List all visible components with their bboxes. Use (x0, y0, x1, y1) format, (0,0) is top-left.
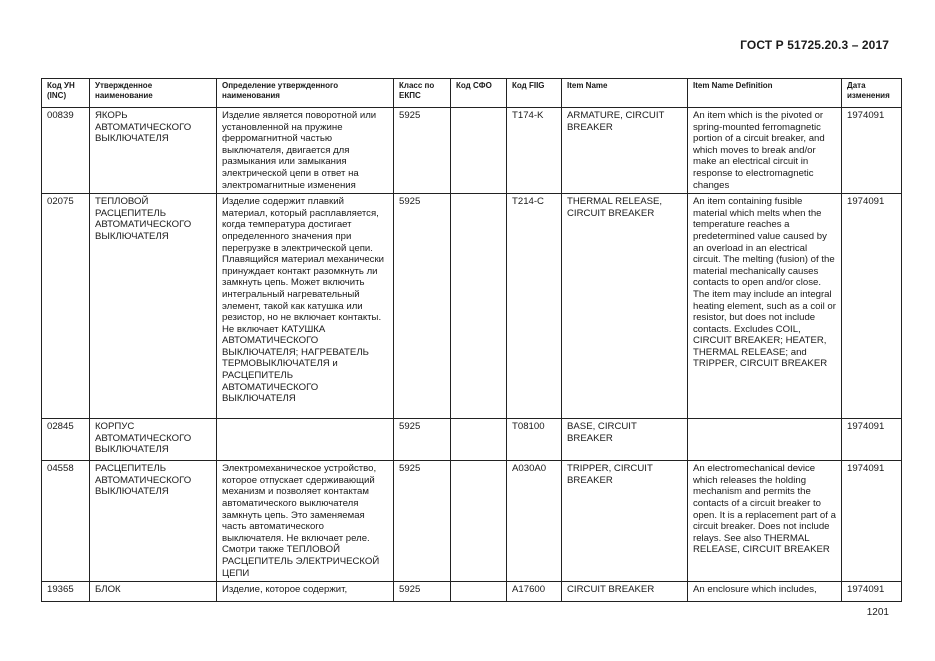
column-header-item-name: Item Name (562, 79, 688, 108)
cell-approved-name: ТЕПЛОВОЙ РАСЦЕПИТЕЛЬ АВТОМАТИЧЕСКОГО ВЫКЛЮЧАТЕЛЯ (90, 194, 217, 419)
cell-change-date: 1974091 (842, 194, 902, 419)
cell-approved-name: КОРПУС АВТОМАТИЧЕСКОГО ВЫКЛЮЧАТЕЛЯ (90, 419, 217, 461)
column-header-definition: Определение утвержденного наименования (217, 79, 394, 108)
cell-item-name: CIRCUIT BREAKER (562, 582, 688, 602)
cell-item-name: TRIPPER, CIRCUIT BREAKER (562, 461, 688, 582)
cell-change-date: 1974091 (842, 108, 902, 194)
cell-sfo-code (451, 419, 507, 461)
table-row (42, 108, 902, 194)
cell-fiig-code: A030A0 (507, 461, 562, 582)
cell-inc: 04558 (42, 461, 90, 582)
cell-ekps-class: 5925 (394, 461, 451, 582)
cell-ekps-class: 5925 (394, 582, 451, 602)
cell-definition: Электромеханическое устройство, которое отпускает сдерживающий механизм и позволяет контактам автоматического выключателя замкнуть цепь. Это заменяемая часть автоматического выключателя. Не включает реле. Смотри также ТЕПЛОВОЙ РАСЦЕПИТЕЛЬ ЭЛЕКТРИЧЕСКОЙ ЦЕПИ (217, 461, 394, 582)
cell-change-date: 1974091 (842, 582, 902, 602)
catalog-table (41, 78, 902, 602)
cell-item-name-definition (688, 419, 842, 461)
cell-inc: 02845 (42, 419, 90, 461)
cell-item-name-definition: An item which is the pivoted or spring-mounted ferromagnetic portion of a circuit breaker, and which moves to break and/or make an electrical circuit in response to electromagnetic changes (688, 108, 842, 194)
cell-inc: 19365 (42, 582, 90, 602)
cell-item-name-definition: An enclosure which includes, (688, 582, 842, 602)
cell-item-name-definition: An electromechanical device which releases the holding mechanism and permits the contacts of a circuit breaker to open. It is a replacement part of a circuit breaker. Does not include relays. See also THERMAL RELEASE, CIRCUIT BREAKER (688, 461, 842, 582)
cell-definition: Изделие содержит плавкий материал, который расплавляется, когда температура достигает определенного значения при перегрузке в электрической цепи. Плавящийся материал механически принуждает контакт разомкнуть ли замкнуть цепь. Может включить интегральный нагревательный элемент, такой как катушка или резистор, но не включает контакты. Не включает КАТУШКА АВТОМАТИЧЕСКОГО ВЫКЛЮЧАТЕЛЯ; НАГРЕВАТЕЛЬ ТЕРМОВЫКЛЮЧАТЕЛЯ и РАСЦЕПИТЕЛЬ АВТОМАТИЧЕСКОГО ВЫКЛЮЧАТЕЛЯ (217, 194, 394, 419)
cell-change-date: 1974091 (842, 419, 902, 461)
cell-inc: 02075 (42, 194, 90, 419)
cell-fiig-code: A17600 (507, 582, 562, 602)
cell-ekps-class: 5925 (394, 108, 451, 194)
header-row (42, 79, 902, 108)
cell-change-date: 1974091 (842, 461, 902, 582)
cell-definition (217, 419, 394, 461)
cell-definition: Изделие, которое содержит, (217, 582, 394, 602)
table-row (42, 194, 902, 419)
column-header-approved-name: Утвержденное наименование (90, 79, 217, 108)
cell-sfo-code (451, 194, 507, 419)
cell-item-name: ARMATURE, CIRCUIT BREAKER (562, 108, 688, 194)
column-header-inc: Код УН (INC) (42, 79, 90, 108)
column-header-sfo-code: Код СФО (451, 79, 507, 108)
cell-item-name-definition: An item containing fusible material which melts when the temperature reaches a predetermined value caused by an overload in an electrical circuit. The melting (fusion) of the material mechanically causes contacts to open and/or close. The item may include an integral heating element, such as a coil or resistor, but does not include contacts. Excludes COIL, CIRCUIT BREAKER; HEATER, THERMAL RELEASE; and TRIPPER, CIRCUIT BREAKER (688, 194, 842, 419)
cell-sfo-code (451, 108, 507, 194)
table-row (42, 419, 902, 461)
column-header-change-date: Дата изменения (842, 79, 902, 108)
table-header (42, 79, 902, 108)
cell-approved-name: ЯКОРЬ АВТОМАТИЧЕСКОГО ВЫКЛЮЧАТЕЛЯ (90, 108, 217, 194)
page-number: 1201 (866, 607, 889, 618)
column-header-item-name-definition: Item Name Definition (688, 79, 842, 108)
document-standard-header: ГОСТ Р 51725.20.3 – 2017 (740, 38, 889, 52)
cell-ekps-class: 5925 (394, 419, 451, 461)
cell-item-name: THERMAL RELEASE, CIRCUIT BREAKER (562, 194, 688, 419)
table-row (42, 582, 902, 602)
cell-sfo-code (451, 461, 507, 582)
cell-fiig-code: T174-K (507, 108, 562, 194)
column-header-ekps-class: Класс по ЕКПС (394, 79, 451, 108)
cell-fiig-code: T214-C (507, 194, 562, 419)
table-body (42, 108, 902, 602)
cell-inc: 00839 (42, 108, 90, 194)
cell-sfo-code (451, 582, 507, 602)
cell-approved-name: РАСЦЕПИТЕЛЬ АВТОМАТИЧЕСКОГО ВЫКЛЮЧАТЕЛЯ (90, 461, 217, 582)
cell-ekps-class: 5925 (394, 194, 451, 419)
table-row (42, 461, 902, 582)
cell-item-name: BASE, CIRCUIT BREAKER (562, 419, 688, 461)
column-header-fiig-code: Код FIIG (507, 79, 562, 108)
cell-approved-name: БЛОК (90, 582, 217, 602)
cell-definition: Изделие является поворотной или установленной на пружине ферромагнитной частью выключателя, двигается для размыкания или замыкания электрической цепи в ответ на электромагнитные изменения (217, 108, 394, 194)
cell-fiig-code: T08100 (507, 419, 562, 461)
